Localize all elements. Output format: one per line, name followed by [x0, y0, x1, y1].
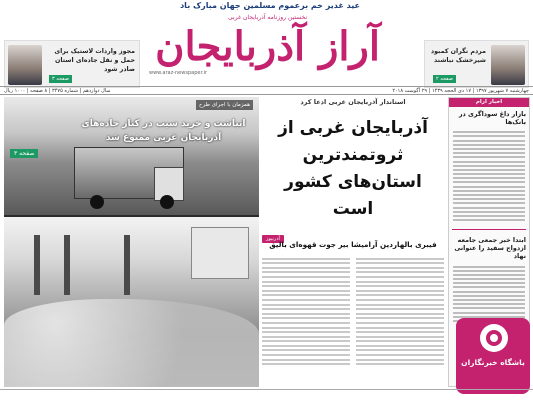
masthead	[0, 12, 533, 90]
app-logo-icon	[480, 324, 508, 352]
masthead-center	[145, 12, 390, 90]
left-news-box[interactable]	[4, 40, 140, 88]
app-ad[interactable]	[456, 318, 530, 394]
dateline-date: چهارشنبه ۷ شهریور ۱۳۹۷ | ۱۷ ذی الحجه ۱۴۳۹ | ۲۹ آگوست ۲۰۱۸	[392, 88, 529, 94]
app-ad-text: باشگاه خبرنگاران	[461, 358, 525, 367]
right-news-box[interactable]	[424, 40, 529, 88]
secondary-headline[interactable]: فیبری بالهاردین آرامیشا بیر جوت قهوه‌ای بالیق	[269, 240, 437, 249]
apple-pile-photo	[4, 217, 259, 387]
building	[191, 227, 249, 279]
dateline	[0, 86, 533, 95]
right-column-divider	[452, 229, 526, 230]
truck-wheel	[160, 195, 174, 209]
masthead-subtitle: نخستین روزنامه آذربایجان غربی	[227, 14, 308, 21]
masthead-url: www.araz-newspaper.ir	[149, 70, 208, 76]
main-story	[262, 97, 444, 387]
tree-trunk	[64, 235, 70, 295]
body-column-left	[262, 255, 350, 383]
right-column-body-1	[449, 126, 529, 226]
footer-divider	[0, 389, 533, 390]
right-column-header: اخبار ارام	[449, 98, 529, 107]
top-strip: عید غدیر خم برعموم مسلمین جهان مبارک باد	[180, 1, 360, 10]
dateline-issue: سال دوازدهم | شماره ۳۴۷۵ | ۸ صفحه | ۱۰۰۰ ریال	[4, 88, 111, 94]
right-column-headline-2[interactable]: ابتدا خبر جمعی جامعه ازدواج سفید را عنوانی نهاد	[454, 236, 526, 261]
photo-page-tag: صفحه ۳	[10, 149, 38, 158]
body-column-right	[356, 255, 444, 383]
section-label-text: آذرنیوز	[262, 235, 284, 243]
photo-story[interactable]	[4, 97, 259, 387]
truck-photo	[4, 97, 259, 215]
right-box-page-tag: صفحه ۲	[433, 75, 456, 83]
apple-pile	[4, 299, 259, 387]
photo-headline: انباشت و خرید سیب در کنار جاده‌های آذربایجان غربی ممنوع شد	[81, 119, 246, 143]
photo-caption: همزمان با اجرای طرح	[196, 100, 253, 110]
tree-trunk	[34, 235, 40, 295]
section-label	[262, 225, 444, 242]
truck-wheel	[90, 195, 104, 209]
masthead-title: آراز آذربایجان	[155, 23, 380, 70]
secondary-story-body	[262, 255, 444, 383]
left-box-text: مجوز واردات لاستیک برای حمل و نقل جاده‌ای استان صادر شود	[54, 48, 135, 73]
right-box-photo	[491, 45, 525, 85]
tree-trunk	[124, 235, 130, 295]
left-box-photo	[8, 45, 42, 85]
main-story-headline[interactable]: آذربایجان غربی از ثروتمندترین استان‌های کشور است	[278, 118, 428, 219]
right-box-text: مردم نگران کمبود شیرخشک نباشند	[430, 48, 486, 64]
left-box-page-tag: صفحه ۳	[49, 75, 72, 83]
main-story-kicker: استاندار آذربایجان غربی ادعا کرد	[300, 98, 406, 106]
right-column-headline-1[interactable]: بازار داغ سوداگری در بانک‌ها	[458, 110, 526, 126]
